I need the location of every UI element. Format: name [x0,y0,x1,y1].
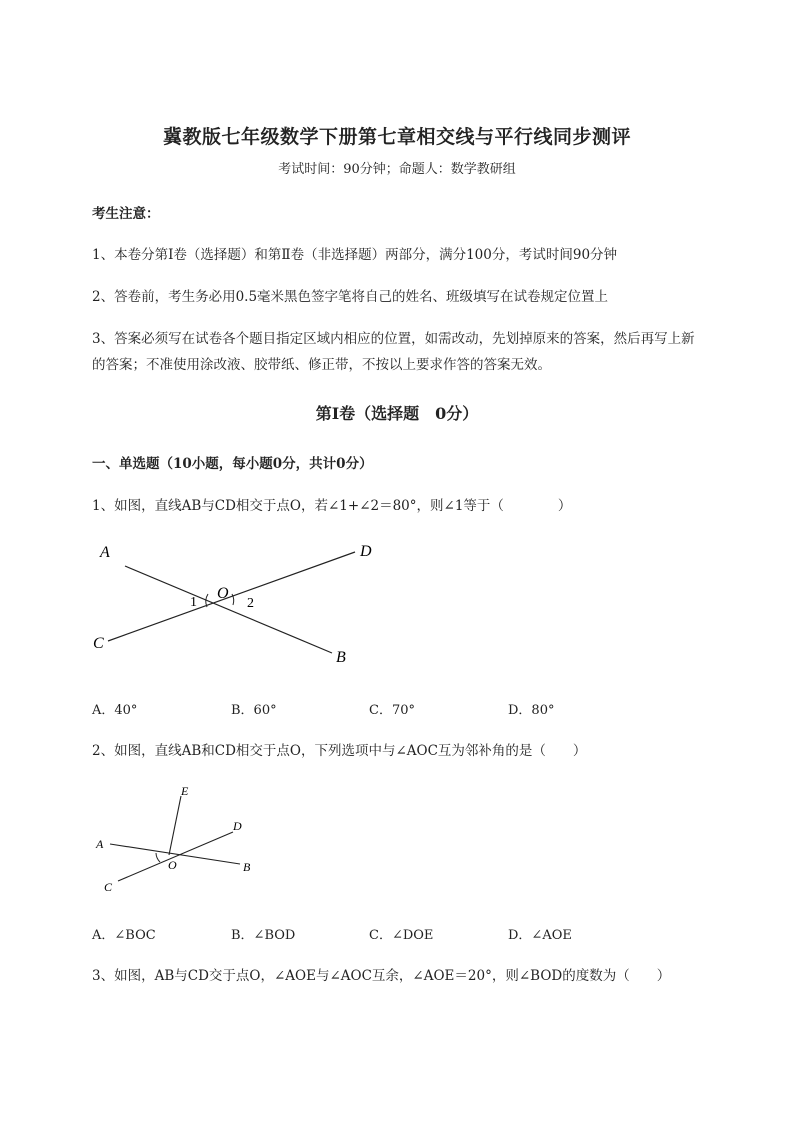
page-title: 冀教版七年级数学下册第七章相交线与平行线同步测评 [162,126,631,148]
label-c: C [104,880,113,894]
question-1-figure [85,535,385,670]
label-c: C [93,635,104,652]
line-ab [125,566,332,653]
label-b: B [243,860,251,874]
part-heading: 一、单选题（10小题，每小题0分，共计0分） [92,456,373,472]
question-3-stem: 3、如图，AB与CD交于点O，∠AOE与∠AOC互余，∠AOE＝20°，则∠BOD的度数为（ ） [92,968,671,984]
notice-item-3-cont: 的答案；不准使用涂改液、胶带纸、修正带，不按以上要求作答的答案无效。 [92,357,551,373]
exam-info: 考试时间：90分钟；命题人：数学教研组 [278,162,516,177]
label-o: O [168,858,177,872]
section-title: 第Ⅰ卷（选择题 0分） [315,404,479,423]
label-e: E [181,784,189,798]
question-2-stem: 2、如图，直线AB和CD相交于点O，下列选项中与∠AOC互为邻补角的是（ ） [92,743,587,759]
label-b: B [336,649,346,666]
notice-item-1: 1、本卷分第Ⅰ卷（选择题）和第Ⅱ卷（非选择题）两部分，满分100分，考试时间90分钟 [92,247,618,263]
question-2-option-c[interactable]: C．∠DOE [369,928,434,943]
label-angle-2: 2 [247,596,254,611]
question-1-stem: 1、如图，直线AB与CD相交于点O，若∠1+∠2＝80°，则∠1等于（ ） [92,498,572,514]
question-1-option-b[interactable]: B．60° [231,703,277,718]
question-2-option-d[interactable]: D．∠AOE [508,928,572,943]
notice-item-2: 2、答卷前，考生务必用0.5毫米黑色签字笔将自己的姓名、班级填写在试卷规定位置上 [92,289,609,305]
label-o: O [217,585,229,602]
ray-oe [169,796,181,855]
question-1-option-c[interactable]: C．70° [369,703,415,718]
label-a: A [96,837,104,851]
label-angle-1: 1 [190,595,197,610]
label-d: D [233,819,242,833]
line-cd [108,552,355,641]
question-1-option-d[interactable]: D．80° [508,703,555,718]
notice-item-3: 3、答案必须写在试卷各个题目指定区域内相应的位置，如需改动，先划掉原来的答案，然后再写上新 [92,331,695,347]
line-cd [118,832,233,881]
question-1-option-a[interactable]: A．40° [92,703,138,718]
question-2-option-b[interactable]: B．∠BOD [231,928,296,943]
notice-heading: 考生注意： [92,206,160,222]
question-2-figure [88,780,268,900]
question-2-option-a[interactable]: A．∠BOC [92,928,156,943]
label-a: A [100,544,110,561]
angle-aoc-arc [156,853,160,862]
label-d: D [360,543,372,560]
